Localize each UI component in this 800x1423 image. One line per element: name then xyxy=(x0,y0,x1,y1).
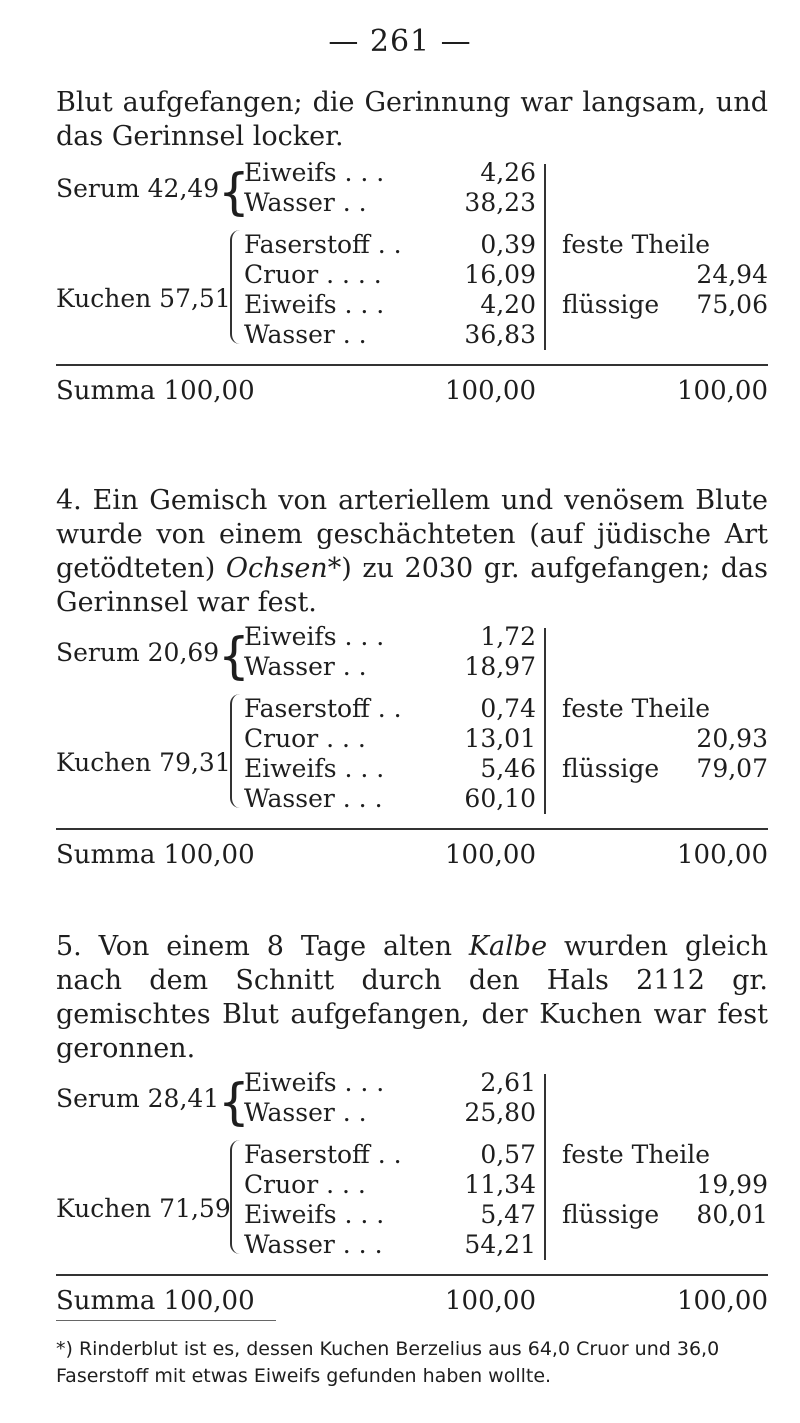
kuchen-row-name: Cruor . . . . xyxy=(244,260,382,289)
kuchen-row-value: 4,20 xyxy=(480,290,536,319)
kuchen-brace xyxy=(230,1140,242,1254)
serum-brace: { xyxy=(218,163,250,221)
kuchen-row-value: 54,21 xyxy=(464,1230,536,1259)
feste-value: 19,99 xyxy=(696,1170,768,1199)
serum-row-value: 4,26 xyxy=(480,158,536,187)
feste-label: feste Theile xyxy=(562,1140,711,1169)
paragraph-4-text: 4. Ein Gemisch von arteriellem und venösem Blute wurde von einem geschächteten (auf jüdische Art getödteten) xyxy=(56,485,768,584)
serum-row-value: 1,72 xyxy=(480,622,536,651)
summa-value: 100,00 xyxy=(445,1286,536,1316)
kuchen-row-value: 36,83 xyxy=(464,320,536,349)
kuchen-row-value: 5,46 xyxy=(480,754,536,783)
analysis-table xyxy=(56,1068,768,1328)
serum-row-name: Wasser . . xyxy=(244,1098,367,1127)
paragraph-5-text: 5. Von einem 8 Tage alten xyxy=(56,931,469,962)
summa-label: Summa 100,00 xyxy=(56,840,255,870)
kuchen-row-value: 11,34 xyxy=(464,1170,536,1199)
kuchen-row-value: 13,01 xyxy=(464,724,536,753)
kuchen-row-name: Wasser . . xyxy=(244,320,367,349)
kuchen-row-name: Cruor . . . xyxy=(244,1170,366,1199)
fluessige-value: 80,01 xyxy=(696,1200,768,1229)
serum-row-name: Eiweifs . . . xyxy=(244,158,385,187)
analysis-table xyxy=(56,158,768,418)
serum-row-value: 38,23 xyxy=(464,188,536,217)
kuchen-row-name: Eiweifs . . . xyxy=(244,1200,385,1229)
summa-value: 100,00 xyxy=(445,376,536,406)
fluessige-label: flüssige xyxy=(562,1200,660,1229)
summa-total: 100,00 xyxy=(677,376,768,406)
bracket-line xyxy=(544,628,546,814)
paragraph-5-text-end: wurden gleich nach dem Schnitt durch den Hals 2112 gr. gemischtes Blut aufgefangen, der Kuchen war fest geronnen. xyxy=(56,931,768,1064)
summa-total: 100,00 xyxy=(677,1286,768,1316)
feste-label: feste Theile xyxy=(562,694,711,723)
fluessige-label: flüssige xyxy=(562,290,660,319)
serum-brace: { xyxy=(218,1073,250,1131)
kuchen-row-name: Faserstoff . . xyxy=(244,230,402,259)
intro-paragraph: Blut aufgefangen; die Gerinnung war langsam, und das Gerinnsel locker. xyxy=(56,87,768,152)
summa-total: 100,00 xyxy=(677,840,768,870)
kuchen-row-value: 60,10 xyxy=(464,784,536,813)
serum-label: Serum 28,41 xyxy=(56,1084,220,1113)
kuchen-label: Kuchen 57,51 xyxy=(56,284,231,313)
kuchen-row-name: Faserstoff . . xyxy=(244,694,402,723)
serum-row-value: 2,61 xyxy=(480,1068,536,1097)
paragraph-5 xyxy=(56,930,768,1066)
feste-value: 24,94 xyxy=(696,260,768,289)
kuchen-row-name: Eiweifs . . . xyxy=(244,754,385,783)
summa-rule xyxy=(56,1274,768,1276)
kuchen-brace xyxy=(230,230,242,344)
analysis-table xyxy=(56,622,768,882)
fluessige-value: 75,06 xyxy=(696,290,768,319)
serum-row-name: Wasser . . xyxy=(244,188,367,217)
kuchen-label: Kuchen 79,31 xyxy=(56,748,231,777)
summa-value: 100,00 xyxy=(445,840,536,870)
serum-row-name: Eiweifs . . . xyxy=(244,622,385,651)
summa-label: Summa 100,00 xyxy=(56,1286,255,1316)
kuchen-row-value: 0,57 xyxy=(480,1140,536,1169)
kuchen-row-value: 5,47 xyxy=(480,1200,536,1229)
serum-brace: { xyxy=(218,627,250,685)
footnote-divider xyxy=(56,1320,276,1321)
summa-rule xyxy=(56,364,768,366)
fluessige-value: 79,07 xyxy=(696,754,768,783)
fluessige-label: flüssige xyxy=(562,754,660,783)
kuchen-brace xyxy=(230,694,242,808)
page-number: — 261 — xyxy=(328,24,472,59)
kuchen-row-name: Wasser . . . xyxy=(244,784,383,813)
kuchen-label: Kuchen 71,59 xyxy=(56,1194,231,1223)
serum-row-value: 18,97 xyxy=(464,652,536,681)
summa-rule xyxy=(56,828,768,830)
serum-row-name: Eiweifs . . . xyxy=(244,1068,385,1097)
paragraph-4-text-end: *) zu 2030 gr. aufgefangen; das Gerinnsel war fest. xyxy=(56,553,768,618)
feste-label: feste Theile xyxy=(562,230,711,259)
serum-label: Serum 42,49 xyxy=(56,174,220,203)
summa-label: Summa 100,00 xyxy=(56,376,255,406)
paragraph-4-emphasis: Ochsen xyxy=(225,553,328,584)
kuchen-row-name: Cruor . . . xyxy=(244,724,366,753)
kuchen-row-name: Wasser . . . xyxy=(244,1230,383,1259)
bracket-line xyxy=(544,164,546,350)
paragraph-4 xyxy=(56,484,768,620)
kuchen-row-value: 16,09 xyxy=(464,260,536,289)
bracket-line xyxy=(544,1074,546,1260)
feste-value: 20,93 xyxy=(696,724,768,753)
serum-row-value: 25,80 xyxy=(464,1098,536,1127)
serum-row-name: Wasser . . xyxy=(244,652,367,681)
paragraph-5-emphasis: Kalbe xyxy=(468,931,548,962)
serum-label: Serum 20,69 xyxy=(56,638,220,667)
kuchen-row-name: Eiweifs . . . xyxy=(244,290,385,319)
kuchen-row-value: 0,39 xyxy=(480,230,536,259)
kuchen-row-name: Faserstoff . . xyxy=(244,1140,402,1169)
footnote: *) Rinderblut ist es, dessen Kuchen Berzelius aus 64,0 Cruor und 36,0 Faserstoff mit etwas Eiweifs gefunden haben wollte. xyxy=(56,1338,720,1387)
kuchen-row-value: 0,74 xyxy=(480,694,536,723)
